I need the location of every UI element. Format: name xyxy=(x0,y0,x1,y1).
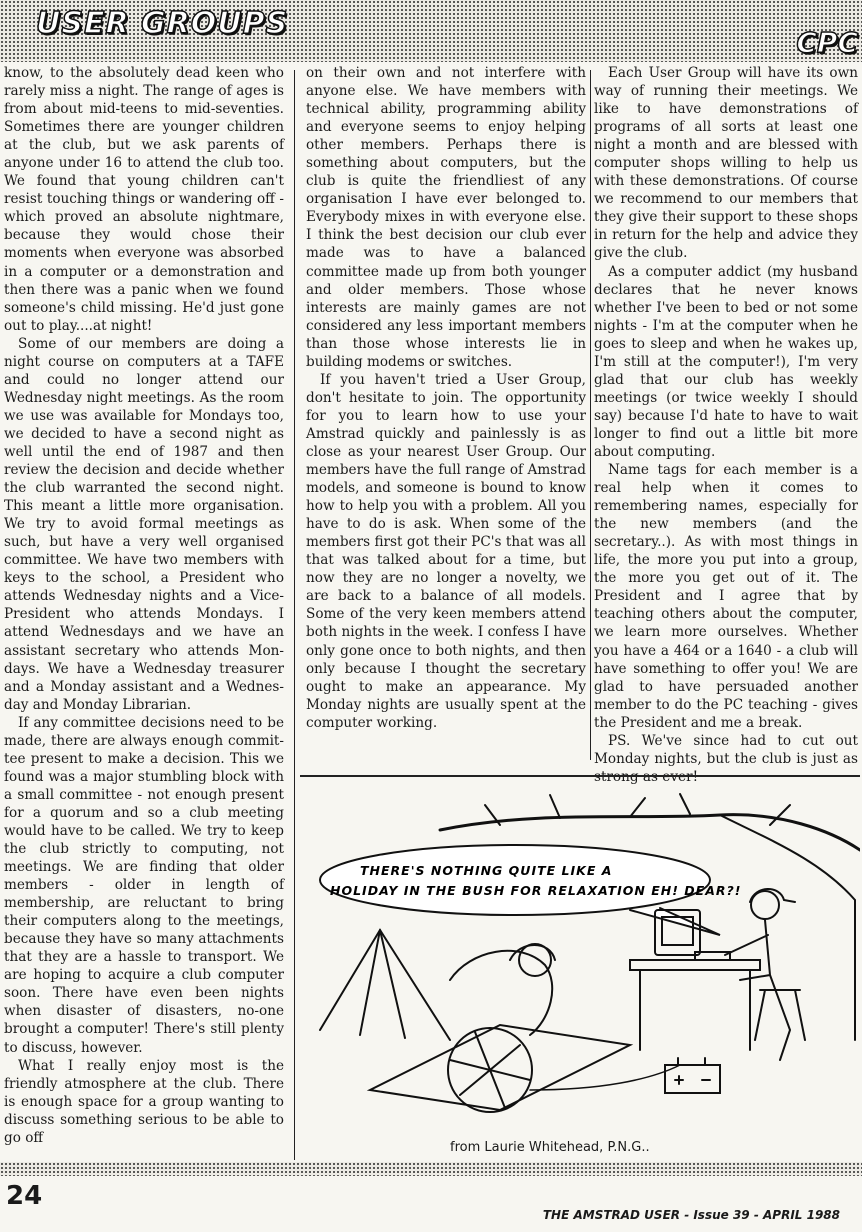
speech-bubble xyxy=(320,845,710,915)
article-column-2 xyxy=(306,64,586,732)
article-paragraph: Each User Group will have its own way of running their meetings. We like to have demonstrations of programs of all sorts at least one night a month and are blessed with computer shops willing to help us with these demonstrations. Of course we recommend to our members that they give their support to these shops in return for the help and advice they give the club. xyxy=(594,65,858,262)
user-cap xyxy=(750,889,795,902)
page-number: 24 xyxy=(6,1181,43,1211)
column-divider xyxy=(590,70,591,760)
footer-band xyxy=(0,1162,862,1176)
battery-terminals xyxy=(675,1058,710,1084)
article-paragraph: If any committee decisions need to be made, there are always enough committee present to make a decision. This we found was a major stumbling block with a small committee - not enough present for a quorum and so a club meeting would have to be called. We try to keep the club strictly to computing, not meetings. We are finding that older members - older in length of membership, are reluctant to bring their computers along to the meetings, because they have so many attachments that they are a hassle to transport. We are hoping to acquire a club computer soon. There have even been nights when disaster of disasters, no-one brought a computer! There's still plenty to discuss, however. xyxy=(4,714,284,1056)
cartoon-caption: from Laurie Whitehead, P.N.G.. xyxy=(450,1140,650,1155)
cartoon-illustration xyxy=(300,790,860,1135)
power-cable xyxy=(530,1065,680,1090)
section-title: USER GROUPS xyxy=(36,6,289,41)
tent xyxy=(320,930,450,1040)
speech-line-1: THERE'S NOTHING QUITE LIKE A xyxy=(360,863,613,878)
article-paragraph: As a computer addict (my husband declares that he never knows whether I've been to bed or not some nights - I'm at the computer when he goes to sleep and when he wakes up, I'm still at the computer!), I'm very glad that our club has weekly meetings (or twice weekly I should say) because I'd hate to have to wait longer to find out a little bit more about computing. xyxy=(594,263,858,460)
platform-tag: CPC xyxy=(796,26,858,59)
article-paragraph: PS. We've since had to cut out Monday nights, but the club is just as strong as ever! xyxy=(594,732,858,785)
article-paragraph: Some of our members are doing a night course on computers at a TAFE and could no longer attend our Wednesday night meetings. As the room we use was available for Mondays too, we decided to have a second night as well until the end of 1987 and then review the decision and decide whether the club warranted the second night. This meant a little more organisation. We try to avoid formal meetings as such, but have a very well organised committee. We have two members with keys to the school, a President who attends Wednesday nights and a Vice-President who attends Mondays. I attend Wednesdays and we have an assistant secretary who attends Mondays. We have a Wednesday treasurer and a Monday assistant and a Wednesday and Monday Librarian. xyxy=(4,335,284,713)
article-paragraph: know, to the absolutely dead keen who rarely miss a night. The range of ages is from about mid-teens to mid-seventies. Sometimes there are younger children at the club, but we ask parents of anyone under 16 to attend the club too. We found that young children can't resist touching things or wandering off - which proved an absolute nightmare, because they would chose their moments when everyone was absorbed in a computer or a demonstration and then there was a panic when we found someone's child missing. He'd just gone out to play....at night! xyxy=(4,65,284,334)
user-head xyxy=(751,891,779,919)
cartoon-divider xyxy=(300,775,860,777)
article-paragraph: on their own and not interfere with anyone else. We have members with technical ability, programming ability and everyone seems to enjoy helping other members. Perhaps there is something about computers, but the club is quite the friendliest of any organisation I have ever belonged to. Everybody mixes in with everyone else. I think the best decision our club ever made was to have a balanced committee made up from both younger and older members. Those whose interests are mainly games are not considered any less important members than those whose interests lie in building modems or switches. xyxy=(306,65,586,370)
article-column-3 xyxy=(594,64,858,786)
stool xyxy=(755,990,805,1040)
car-battery xyxy=(665,1065,720,1093)
tree-twig xyxy=(485,794,790,825)
computer-desk xyxy=(630,960,760,970)
sleeper-head xyxy=(519,944,551,976)
article-paragraph: What I really enjoy most is the friendly atmosphere at the club. There is enough space for a group wanting to discuss something serious to be able to go off xyxy=(4,1057,284,1146)
footer-credit: THE AMSTRAD USER - Issue 39 - APRIL 1988 xyxy=(542,1208,840,1222)
speech-line-2: HOLIDAY IN THE BUSH FOR RELAXATION EH! DEAR?! xyxy=(330,883,742,898)
article-column-1 xyxy=(4,64,284,1147)
desk-legs xyxy=(640,970,750,1050)
sleeping-figure xyxy=(450,945,555,1035)
speech-tail xyxy=(630,908,720,935)
article-paragraph: Name tags for each member is a real help when it comes to remembering names, especially for the new members (and the secretary..). As with most things in life, the more you put into a group, the more you get out of it. The President and I agree that by teaching others about the computer, we learn more ourselves. Whether you have a 464 or a 1640 - a club will have something to offer you! We are glad to have persuaded another member to do the PC teaching - gives the President and me a break. xyxy=(594,462,858,731)
tent-line xyxy=(360,930,405,1038)
article-paragraph: If you haven't tried a User Group, don't hesitate to join. The opportunity for you to learn how to use your Amstrad quickly and painlessly is as close as your nearest User Group. Our members have the full range of Amstrad models, and someone is bound to know how to help you with a problem. All you have to do is ask. When some of the members first got their PC's that was all that was talked about for a time, but now they are no longer a novelty, we are back to a balance of all models. Some of the very keen members attend both nights in the week. I confess I have only gone once to both nights, and then only because I thought the secretary ought to make an appearance. My Monday nights are usually spent at the computer working. xyxy=(306,371,586,731)
tree-branch xyxy=(720,815,855,1040)
column-divider xyxy=(294,70,295,1160)
